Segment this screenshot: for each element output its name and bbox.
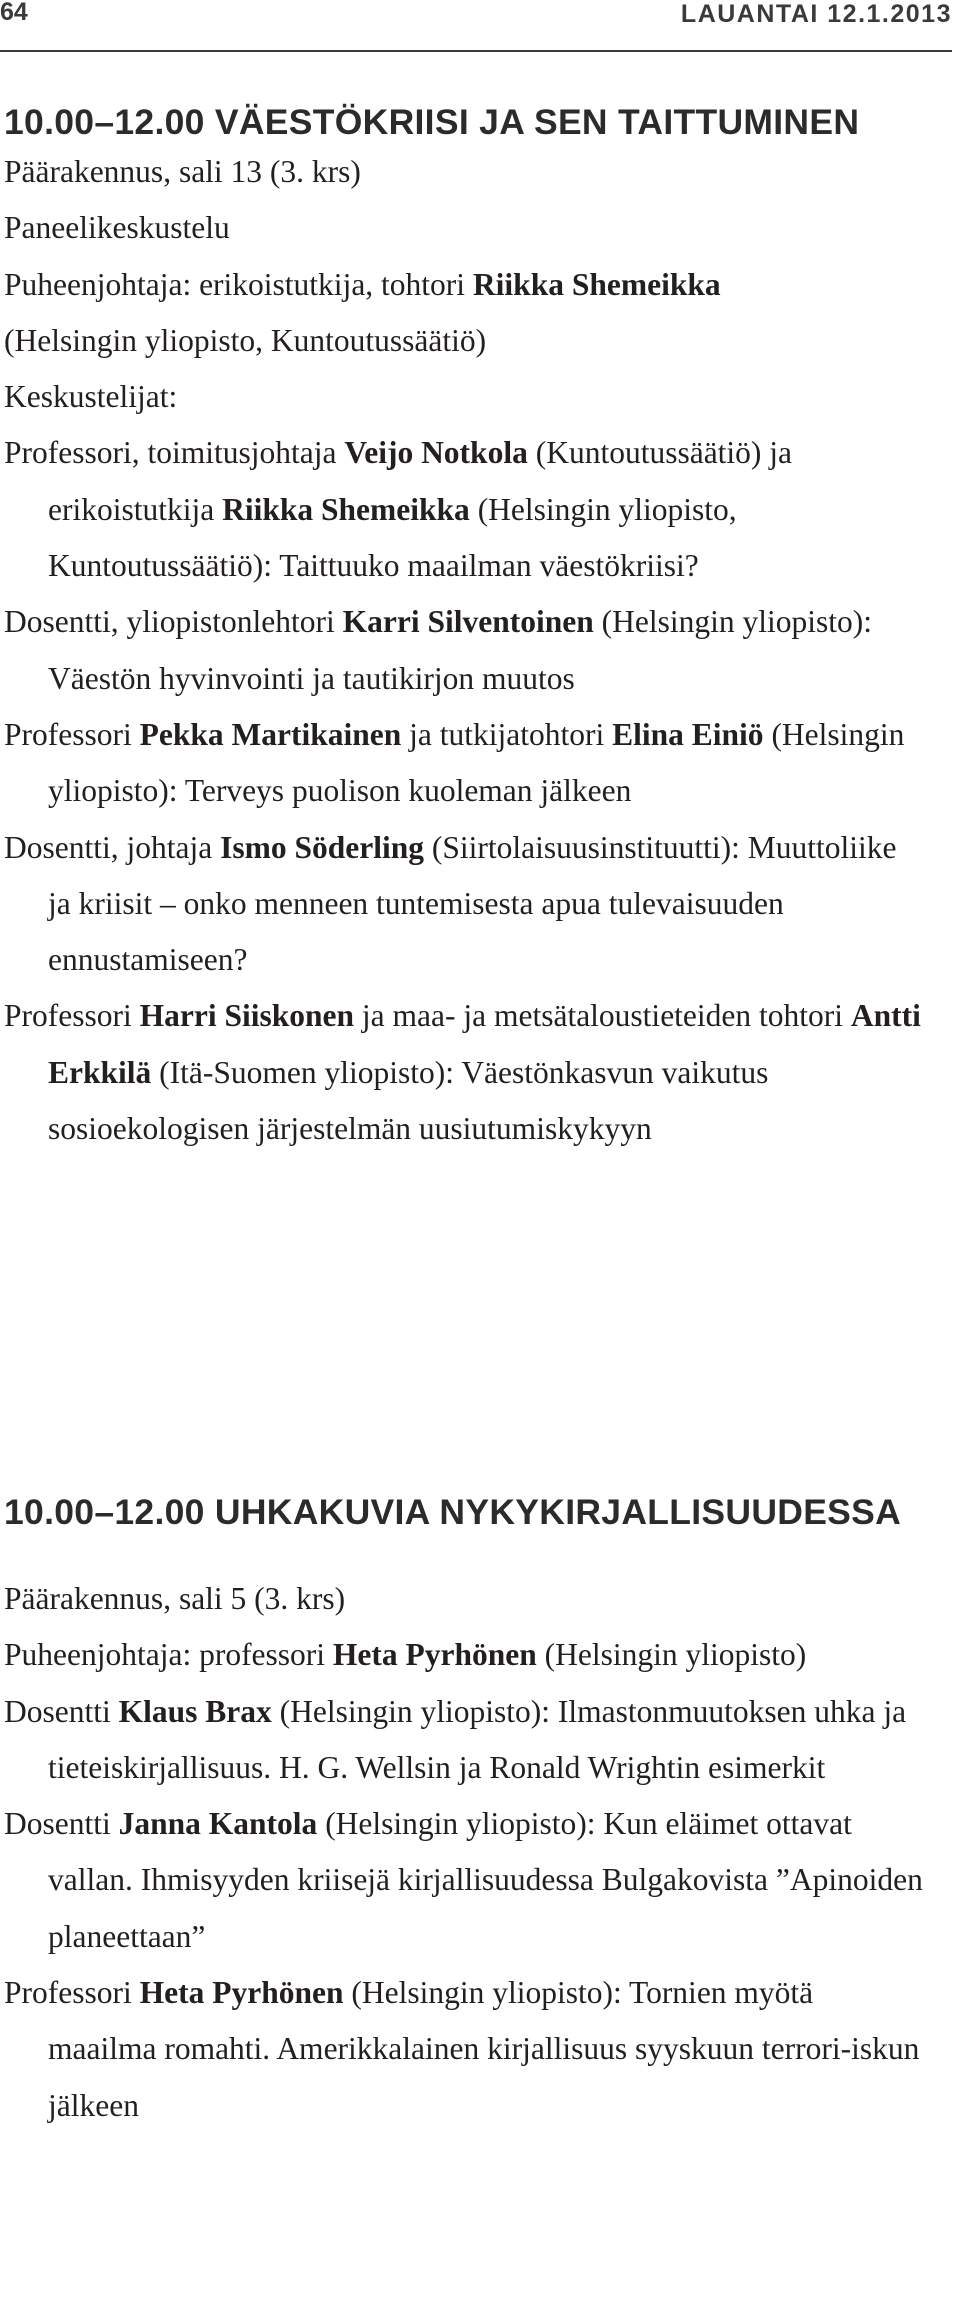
panel-label: Keskustelijat: <box>4 379 178 415</box>
session-location: Päärakennus, sali 13 (3. krs) <box>4 154 361 189</box>
session-threats-in-literature <box>4 1490 924 2134</box>
talk-item: Professori, toimitusjohtaja Veijo Notkola (Kuntoutussäätiö) ja erikoistutkija Riikka Shemeikka (Helsingin yliopisto, Kuntoutussäätiö): Taittuuko maailman väestökriisi? <box>4 435 793 584</box>
talk-item: Dosentti Janna Kantola (Helsingin yliopisto): Kun eläimet ottavat vallan. Ihmisyyden kriisejä kirjallisuudessa Bulgakovista ”Apinoiden planeettaan” <box>4 1806 923 1954</box>
speaker-name: Heta Pyrhönen <box>139 1975 344 2011</box>
talk-item: Dosentti Klaus Brax (Helsingin yliopisto): Ilmastonmuutoksen uhka ja tieteiskirjallisuus. H. G. Wellsin ja Ronald Wrightin esimerkit <box>4 1693 907 1785</box>
session-format: Paneelikeskustelu <box>4 210 230 246</box>
speaker-name: Harri Siiskonen <box>139 998 355 1034</box>
session-chair: Puheenjohtaja: professori Heta Pyrhönen (Helsingin yliopisto) <box>4 1637 807 1673</box>
speaker-name: Veijo Notkola <box>344 435 528 471</box>
speaker-name: Pekka Martikainen <box>139 716 402 752</box>
running-head: LAUANTAI 12.1.2013 <box>680 0 952 28</box>
talk-item: Professori Pekka Martikainen ja tutkijatohtori Elina Einiö (Helsingin yliopisto): Terveys puolison kuoleman jälkeen <box>4 716 905 809</box>
speaker-name: Elina Einiö <box>612 716 764 752</box>
chair-name: Riikka Shemeikka <box>472 266 721 302</box>
talk-item: Dosentti, johtaja Ismo Söderling (Siirtolaisuusinstituutti): Muuttoliike ja kriisit – onko menneen tuntemisesta apua tulevaisuuden ennustamiseen? <box>4 829 897 978</box>
page-header <box>0 0 952 50</box>
header-rule <box>0 50 952 52</box>
speaker-name: Riikka Shemeikka <box>222 491 470 527</box>
talk-item: Professori Heta Pyrhönen (Helsingin yliopisto): Tornien myötä maailma romahti. Amerikkalainen kirjallisuus syyskuun terrori-iskun jälkeen <box>4 1975 920 2123</box>
page-number: 64 <box>0 0 28 26</box>
speaker-name: Klaus Brax <box>118 1693 272 1729</box>
chair-affiliation: (Helsingin yliopisto) <box>536 1637 807 1673</box>
session-title: 10.00–12.00 UHKAKUVIA NYKYKIRJALLISUUDESSA <box>4 1492 902 1532</box>
speaker-name: Antti Erkkilä <box>48 998 921 1090</box>
speaker-name: Ismo Söderling <box>220 829 424 865</box>
speaker-name: Janna Kantola <box>118 1806 318 1842</box>
talk-item: Dosentti, yliopistonlehtori Karri Silventoinen (Helsingin yliopisto): Väestön hyvinvointi ja tautikirjon muutos <box>4 604 872 696</box>
speaker-name: Karri Silventoinen <box>342 604 594 640</box>
session-title: 10.00–12.00 VÄESTÖKRIISI JA SEN TAITTUMINEN <box>4 102 860 142</box>
session-chair: Puheenjohtaja: erikoistutkija, tohtori Riikka Shemeikka <box>4 266 721 302</box>
session-population-crisis <box>4 100 924 1157</box>
chair-affiliation: (Helsingin yliopisto, Kuntoutussäätiö) <box>4 322 487 358</box>
talk-item: Professori Harri Siiskonen ja maa- ja metsätaloustieteiden tohtori Antti Erkkilä (Itä-Suomen yliopisto): Väestönkasvun vaikutus sosioekologisen järjestelmän uusiutumiskykyyn <box>4 998 921 1147</box>
session-location: Päärakennus, sali 5 (3. krs) <box>4 1581 346 1616</box>
chair-name: Heta Pyrhönen <box>332 1637 537 1673</box>
